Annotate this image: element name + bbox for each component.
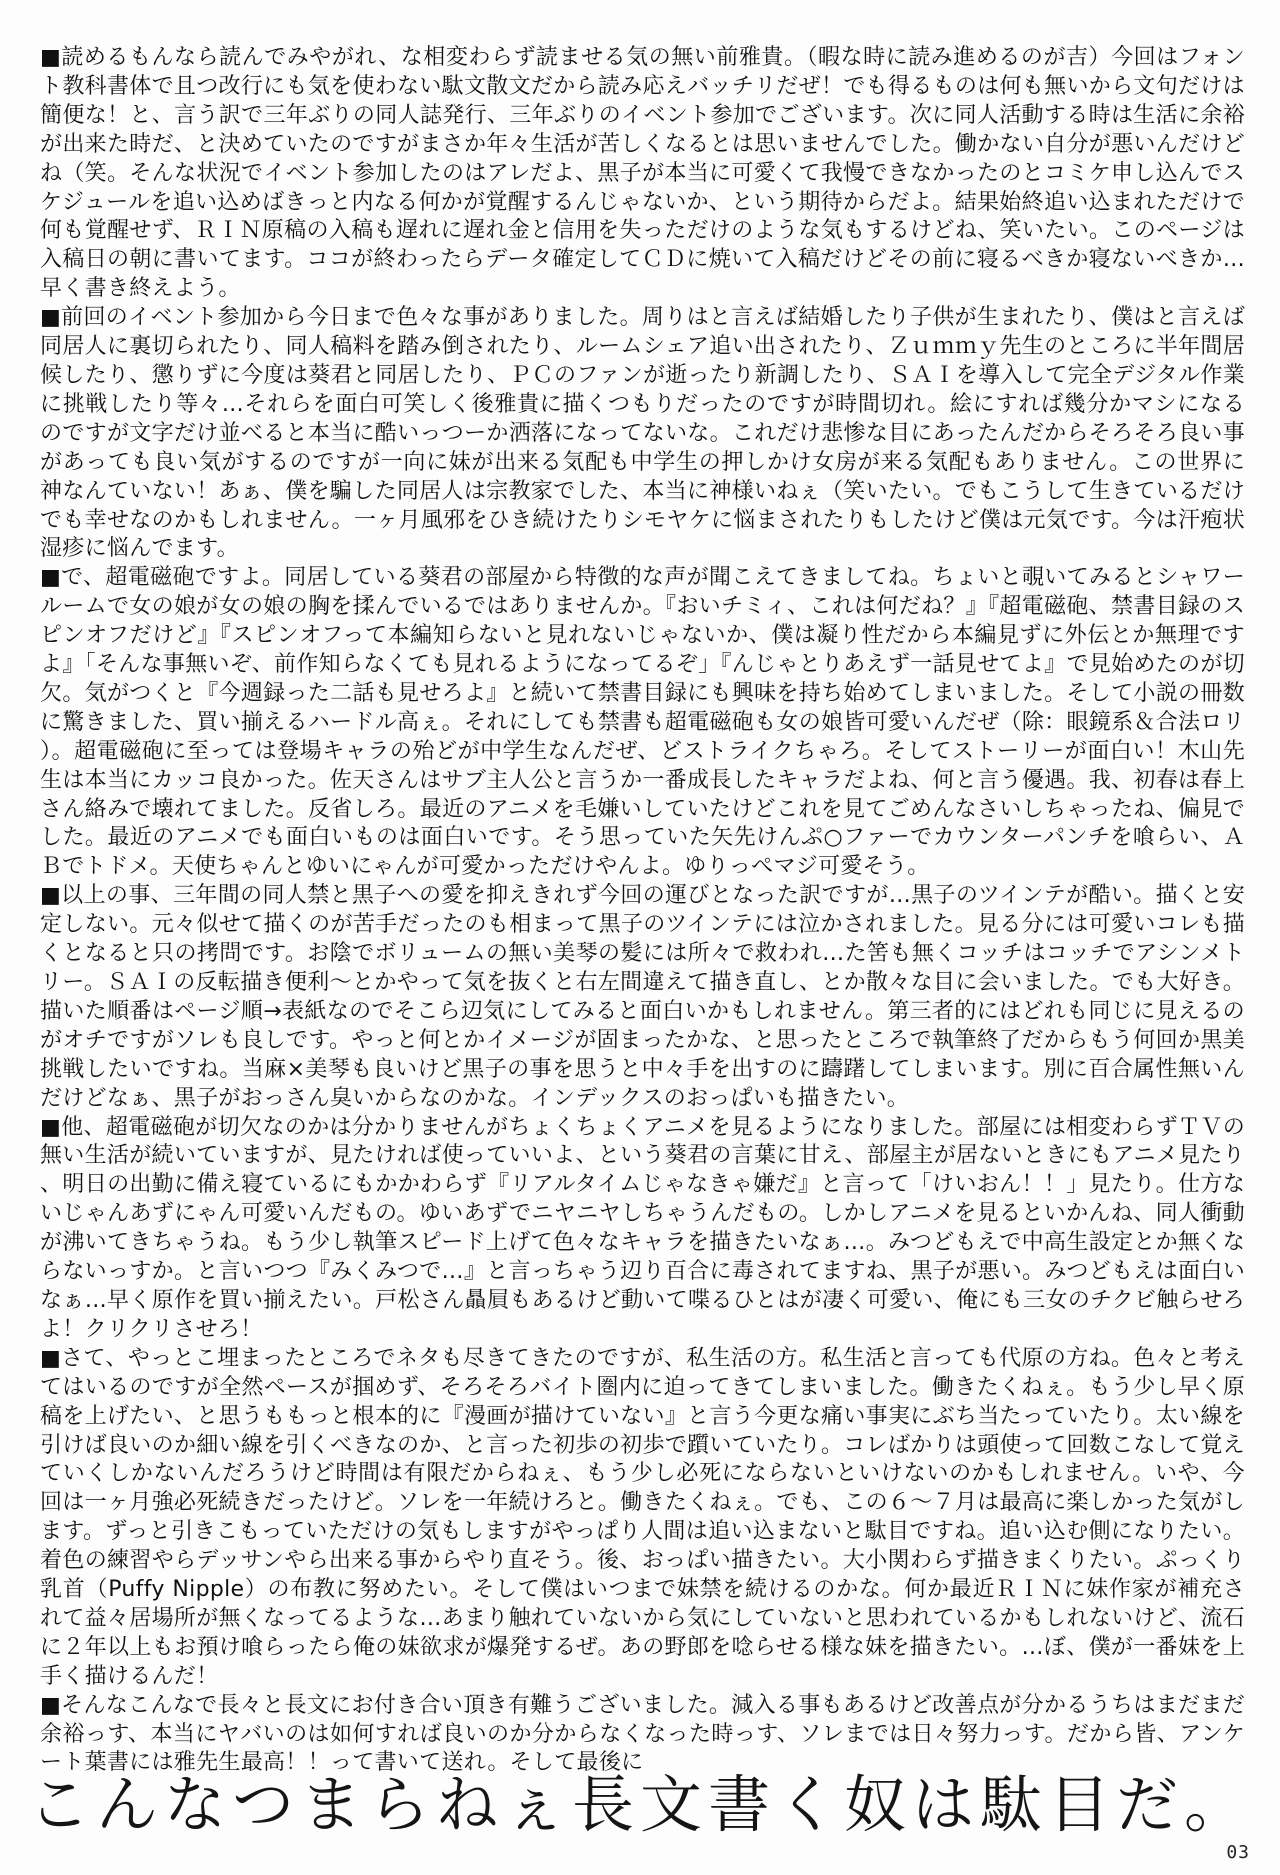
article-body — [40, 44, 1245, 1778]
paragraph-recent-events: ■前回のイベント参加から今日まで色々な事がありました。周りはと言えば結婚したり子供が生まれたり、僕はと言えば同居人に裏切られたり、同人稿料を踏み倒されたり、ルームシェア追い出されたり、Ｚｕｍｍｙ先生のところに半年間居候したり、懲りずに今度は葵君と同居したり、ＰＣのファンが逝ったり新調したり、ＳＡＩを導入して完全デジタル作業に挑戦したり等々…それらを面白可笑しく後雅貴に描くつもりだったのですが時間切れ。絵にすれば幾分かマシになるのですが文字だけ並べると本当に酷いっつーか洒落になってないな。これだけ悲惨な目にあったんだからそろそろ良い事があっても良い気がするのですが一向に妹が出来る気配も中学生の押しかけ女房が来る気配もありません。この世界に神なんていない！あぁ、僕を騙した同居人は宗教家でした、本当に神様いねぇ（笑いたい。でもこうして生きているだけでも幸せなのかもしれません。一ヶ月風邪をひき続けたりシモヤケに悩まされたりもしたけど僕は元気です。今は汗疱状湿疹に悩んでます。 — [40, 305, 1245, 562]
page-number: 03 — [1226, 1842, 1250, 1863]
paragraph-private-life: ■さて、やっとこ埋まったところでネタも尽きてきたのですが、私生活の方。私生活と言っても代原の方ね。色々と考えてはいるのですが全然ペースが掴めず、そろそろバイト圏内に迫ってきてしまいました。働きたくねぇ。もう少し早く原稿を上げたい、と思うももっと根本的に『漫画が描けていない』と言う今更な痛い事実にぶち当たっていたり。太い線を引けば良いのか細い線を引くべきなのか、と言った初歩の初歩で躓いていたり。コレばかりは頭使って回数こなして覚えていくしかないんだろうけど時間は有限だからねぇ、もう少し必死にならないといけないのかもしれません。いや、今回は一ヶ月強必死続きだったけど。ソレを一年続けろと。働きたくねぇ。でも、この６〜７月は最高に楽しかった気がします。ずっと引きこもっていただけの気もしますがやっぱり人間は追い込まないと駄目ですね。追い込む側になりたい。着色の練習やらデッサンやら出来る事からやり直そう。後、おっぱい描きたい。大小関わらず描きまくりたい。ぷっくり乳首（Puffy Nipple）の布教に努めたい。そして僕はいつまで妹禁を続けるのかな。何か最近ＲＩＮに妹作家が補充されて益々居場所が無くなってるような…あまり触れていないから気にしていないと思われているかもしれないけど、流石に２年以上もお預け喰らったら俺の妹欲求が爆発するぜ。あの野郎を唸らせる様な妹を描きたい。…ぼ、僕が一番妹を上手く描けるんだ！ — [40, 1345, 1245, 1689]
paragraph-railgun: ■で、超電磁砲ですよ。同居している葵君の部屋から特徴的な声が聞こえてきましてね。ちょいと覗いてみるとシャワールームで女の娘が女の娘の胸を揉んでいるではありませんか。『おいチミィ、これは何だね？』『超電磁砲、禁書目録のスピンオフだけど』『スピンオフって本編知らないと見れないじゃないか、僕は凝り性だから本編見ずに外伝とか無理ですよ』「そんな事無いぞ、前作知らなくても見れるようになってるぞ」『んじゃとりあえず一話見せてよ』で見始めたのが切欠。気がつくと『今週録った二話も見せろよ』と続いて禁書目録にも興味を持ち始めてしまいました。そして小説の冊数に驚きました、買い揃えるハードル高ぇ。それにしても禁書も超電磁砲も女の娘皆可愛いんだぜ（除：眼鏡系＆合法ロリ）。超電磁砲に至っては登場キャラの殆どが中学生なんだぜ、どストライクちゃろ。そしてストーリーが面白い！木山先生は本当にカッコ良かった。佐天さんはサブ主人公と言うか一番成長したキャラだよね、何と言う優遇。我、初春は春上さん絡みで壊れてました。反省しろ。最近のアニメを毛嫌いしていたけどこれを見てごめんなさいしちゃったね、偏見でした。最近のアニメでも面白いものは面白いです。そう思っていた矢先けんぷ○ファーでカウンターパンチを喰らい、ＡＢでトドメ。天使ちゃんとゆいにゃんが可愛かっただけやんよ。ゆりっぺマジ可愛そう。 — [40, 565, 1246, 880]
paragraph-kuroko: ■以上の事、三年間の同人禁と黒子への愛を抑えきれず今回の運びとなった訳ですが…黒子のツインテが酷い。描くと安定しない。元々似せて描くのが苦手だったのも相まって黒子のツインテには泣かされました。見る分には可愛いコレも描くとなると只の拷問です。お陰でボリュームの無い美琴の髪には所々で救われ…た筈も無くコッチはコッチでアシンメトリー。ＳＡＩの反転描き便利〜とかやって気を抜くと右左間違えて描き直し、とか散々な目に会いました。でも大好き。描いた順番はページ順→表紙なのでそこら辺気にしてみると面白いかもしれません。第三者的にはどれも同じに見えるのがオチですがソレも良しです。やっと何とかイメージが固まったかな、と思ったところで執筆終了だからもう何回か黒美挑戦したいですね。当麻×美琴も良いけど黒子の事を思うと中々手を出すのに躊躇してしまいます。別に百合属性無いんだけどなぁ、黒子がおっさん臭いからなのかな。インデックスのおっぱいも描きたい。 — [40, 883, 1245, 1111]
paragraph-thanks: ■そんなこんなで長々と長文にお付き合い頂き有難うございました。減入る事もあるけど改善点が分かるうちはまだまだ余裕っす、本当にヤバいのは如何すれば良いのか分からなくなった時っす、ソレまでは日々努力っす。だから皆、アンケート葉書には雅先生最高！！って書いて送れ。そして最後に — [40, 1692, 1245, 1776]
paragraph-anime: ■他、超電磁砲が切欠なのかは分かりませんがちょくちょくアニメを見るようになりました。部屋には相変わらずＴＶの無い生活が続いていますが、見たければ使っていいよ、という葵君の言葉に甘え、部屋主が居ないときにもアニメ見たり、明日の出勤に備え寝ているにもかかわらず『リアルタイムじゃなきゃ嫌だ』と言って「けいおん！！」見たり。仕方ないじゃんあずにゃん可愛いんだもの。ゆいあずでニヤニヤしちゃうんだもの。しかしアニメを見るといかんね、同人衝動が沸いてきちゃうね。もう少し執筆スピード上げて色々なキャラを描きたいなぁ…。みつどもえで中高生設定とか無くならないっすか。と言いつつ『みくみつで…』と言っちゃう辺り百合に毒されてますね、黒子が悪い。みつどもえは面白いなぁ…早く原作を買い揃えたい。戸松さん贔屓もあるけど動いて喋るひとはが凄く可愛い、俺にも三女のチクビ触らせろよ！クリクリさせろ！ — [40, 1114, 1245, 1342]
paragraph-intro: ■読めるもんなら読んでみやがれ、な相変わらず読ませる気の無い前雅貴。（暇な時に読み進めるのが吉）今回はフォント教科書体で且つ改行にも気を使わない駄文散文だから読み応えバッチリだぜ！でも得るものは何も無いから文句だけは簡便な！と、言う訳で三年ぶりの同人誌発行、三年ぶりのイベント参加でございます。次に同人活動する時は生活に余裕が出来た時だ、と決めていたのですがまさか年々生活が苦しくなるとは思いませんでした。働かない自分が悪いんだけどね（笑。そんな状況でイベント参加したのはアレだよ、黒子が本当に可愛くて我慢できなかったのとコミケ申し込んでスケジュールを追い込めばきっと内なる何かが覚醒するんじゃないか、という期待からだよ。結果始終追い込まれただけで何も覚醒せず、ＲＩＮ原稿の入稿も遅れに遅れ金と信用を失っただけのような気もするけどね、笑いたい。このページは入稿日の朝に書いてます。ココが終わったらデータ確定してＣＤに焼いて入稿だけどその前に寝るべきか寝ないべきか…早く書き終えよう。 — [40, 45, 1245, 302]
closing-line: こんなつまらねぇ長文書く奴は駄目だ。 — [28, 1768, 1253, 1841]
